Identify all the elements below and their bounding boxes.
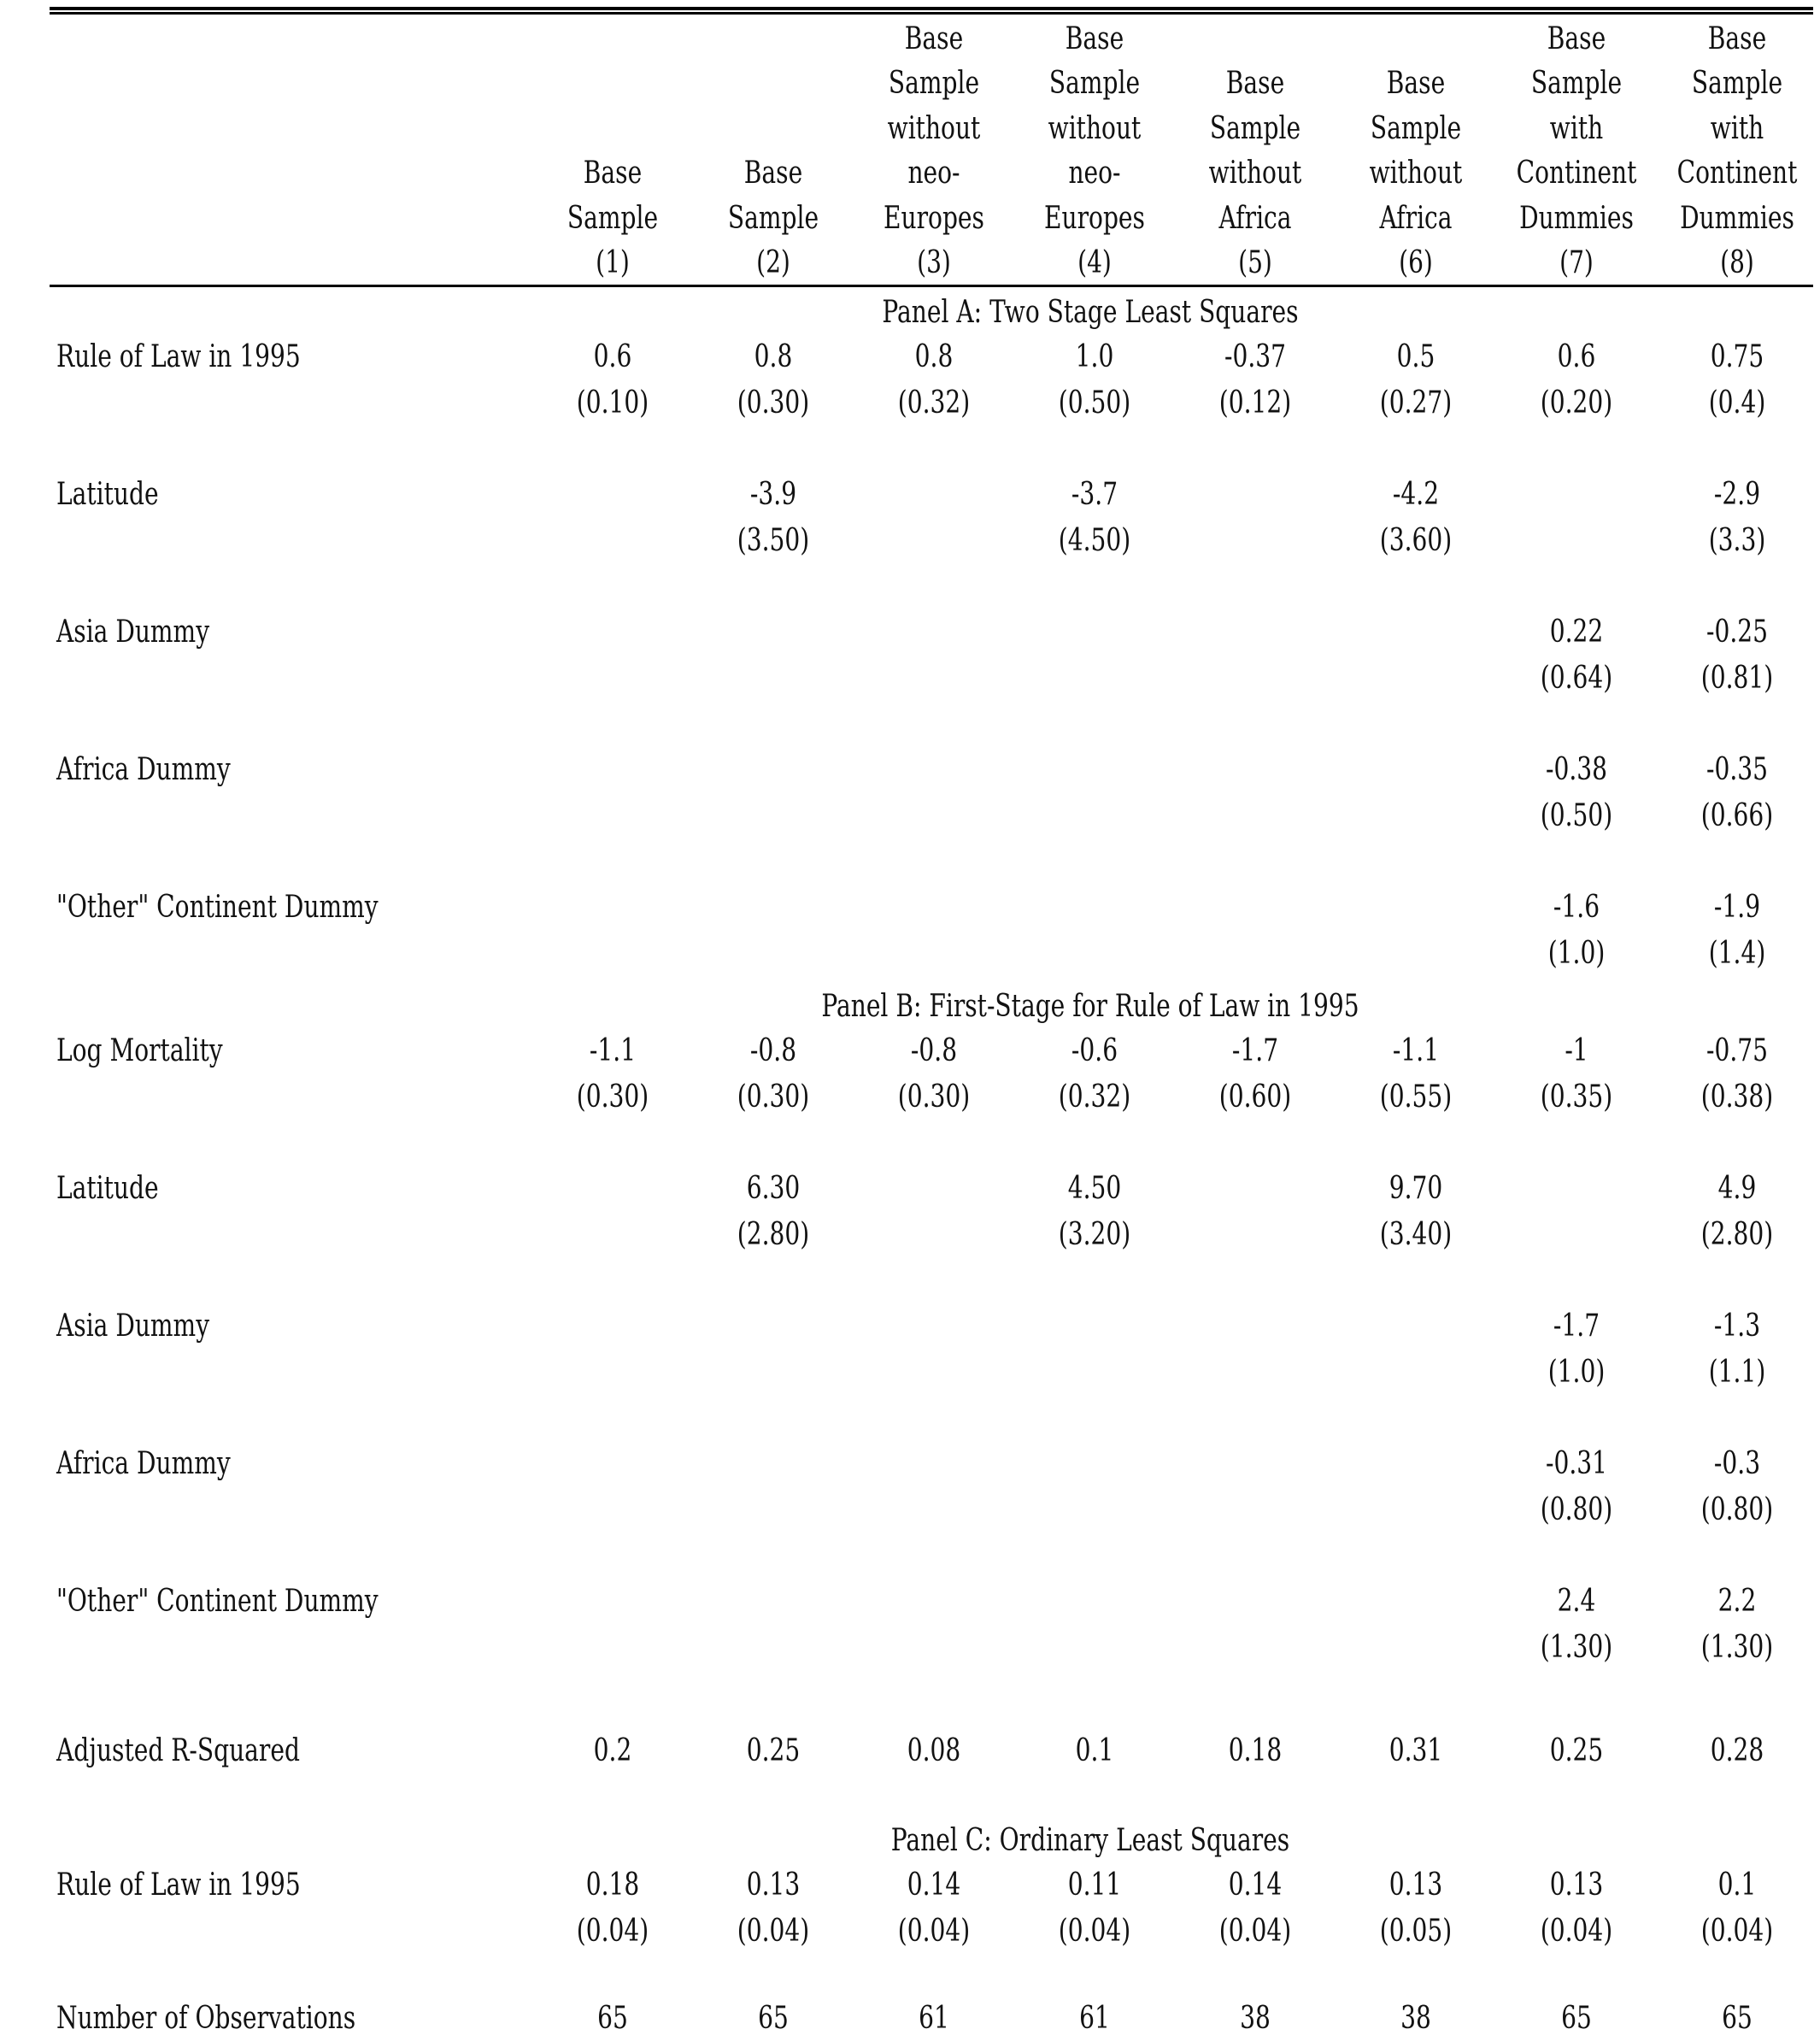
coefficient-cell: -0.35 xyxy=(1706,752,1769,787)
coefficient-cell: 0.28 xyxy=(1710,1733,1764,1768)
coefficient-cell: -0.31 xyxy=(1545,1446,1608,1481)
coefficient-cell: 0.1 xyxy=(1717,1867,1757,1903)
column-number: (2) xyxy=(756,245,790,280)
std-error-cell: (0.30) xyxy=(737,385,810,421)
coefficient-cell: 0.11 xyxy=(1067,1867,1122,1903)
coefficient-cell: -1.1 xyxy=(1392,1033,1440,1068)
std-error-cell: (0.55) xyxy=(1379,1079,1453,1115)
row-label: Log Mortality xyxy=(56,1033,223,1068)
column-header-line: neo- xyxy=(907,156,960,191)
column-header-line: Base xyxy=(904,21,964,56)
column-header-line: Europes xyxy=(884,200,984,236)
std-error-cell: (0.04) xyxy=(1700,1914,1774,1949)
coefficient-cell: -1.7 xyxy=(1553,1309,1600,1344)
coefficient-cell: 0.08 xyxy=(907,1733,961,1768)
coefficient-cell: 0.8 xyxy=(914,339,954,374)
coefficient-cell: -0.8 xyxy=(910,1033,958,1068)
coefficient-cell: -0.3 xyxy=(1713,1446,1761,1481)
coefficient-cell: 61 xyxy=(919,2001,949,2036)
column-header-line: Sample xyxy=(888,66,980,101)
row-label: Adjusted R-Squared xyxy=(56,1733,300,1768)
coefficient-cell: 0.31 xyxy=(1388,1733,1443,1768)
coefficient-cell: 0.25 xyxy=(746,1733,801,1768)
column-header-line: Base xyxy=(1547,21,1606,56)
panel-title: Panel B: First-Stage for Rule of Law in 1995 xyxy=(821,989,1359,1024)
std-error-cell: (0.04) xyxy=(1540,1914,1613,1949)
coefficient-cell: 0.75 xyxy=(1710,339,1764,374)
column-header-line: with xyxy=(1710,110,1764,146)
coefficient-cell: 0.13 xyxy=(1388,1867,1443,1903)
std-error-cell: (0.05) xyxy=(1379,1914,1453,1949)
coefficient-cell: 9.70 xyxy=(1388,1171,1443,1206)
coefficient-cell: -0.25 xyxy=(1706,615,1769,650)
coefficient-cell: 0.22 xyxy=(1549,615,1604,650)
std-error-cell: (0.4) xyxy=(1708,385,1766,421)
coefficient-cell: 0.13 xyxy=(746,1867,801,1903)
std-error-cell: (2.80) xyxy=(737,1217,810,1252)
std-error-cell: (0.04) xyxy=(1058,1914,1131,1949)
column-header-line: Base xyxy=(1707,21,1767,56)
std-error-cell: (0.50) xyxy=(1058,385,1131,421)
coefficient-cell: 1.0 xyxy=(1075,339,1114,374)
panel-title: Panel C: Ordinary Least Squares xyxy=(890,1823,1290,1858)
std-error-cell: (3.3) xyxy=(1708,523,1766,558)
coefficient-cell: 65 xyxy=(758,2001,789,2036)
coefficient-cell: 61 xyxy=(1079,2001,1110,2036)
row-label: "Other" Continent Dummy xyxy=(56,1584,379,1619)
coefficient-cell: -3.7 xyxy=(1071,477,1118,512)
std-error-cell: (0.38) xyxy=(1700,1079,1774,1115)
column-number: (6) xyxy=(1399,245,1433,280)
std-error-cell: (3.20) xyxy=(1058,1217,1131,1252)
coefficient-cell: -1 xyxy=(1565,1033,1588,1068)
row-label: Rule of Law in 1995 xyxy=(56,1867,301,1903)
column-header-line: without xyxy=(887,110,981,146)
row-label: Africa Dummy xyxy=(56,1446,231,1481)
panel-title: Panel A: Two Stage Least Squares xyxy=(882,295,1299,330)
top-double-rule-inner xyxy=(50,12,1813,15)
column-number: (7) xyxy=(1559,245,1594,280)
coefficient-cell: -1.6 xyxy=(1553,890,1600,925)
std-error-cell: (1.30) xyxy=(1700,1630,1774,1665)
row-label: Asia Dummy xyxy=(56,1309,210,1344)
column-header-line: Sample xyxy=(1048,66,1141,101)
column-header-line: Base xyxy=(1386,66,1446,101)
coefficient-cell: -3.9 xyxy=(749,477,797,512)
std-error-cell: (0.80) xyxy=(1540,1492,1613,1527)
std-error-cell: (1.0) xyxy=(1547,936,1606,971)
std-error-cell: (4.50) xyxy=(1058,523,1131,558)
column-header-line: Africa xyxy=(1218,200,1292,236)
coefficient-cell: 0.6 xyxy=(593,339,632,374)
column-number: (4) xyxy=(1077,245,1112,280)
std-error-cell: (3.40) xyxy=(1379,1217,1453,1252)
coefficient-cell: 6.30 xyxy=(746,1171,801,1206)
column-header-line: Dummies xyxy=(1680,200,1794,236)
coefficient-cell: -1.9 xyxy=(1713,890,1761,925)
std-error-cell: (1.1) xyxy=(1708,1355,1766,1390)
coefficient-cell: 0.8 xyxy=(754,339,793,374)
coefficient-cell: 0.5 xyxy=(1396,339,1435,374)
coefficient-cell: 0.14 xyxy=(1228,1867,1283,1903)
std-error-cell: (0.80) xyxy=(1700,1492,1774,1527)
std-error-cell: (3.50) xyxy=(737,523,810,558)
coefficient-cell: -1.7 xyxy=(1231,1033,1279,1068)
column-header-line: Base xyxy=(743,156,803,191)
column-header-line: Sample xyxy=(1691,66,1783,101)
coefficient-cell: 38 xyxy=(1400,2001,1431,2036)
coefficient-cell: 65 xyxy=(1561,2001,1592,2036)
std-error-cell: (1.30) xyxy=(1540,1630,1613,1665)
std-error-cell: (0.04) xyxy=(1218,1914,1292,1949)
row-label: "Other" Continent Dummy xyxy=(56,890,379,925)
coefficient-cell: 0.6 xyxy=(1557,339,1596,374)
coefficient-cell: 38 xyxy=(1240,2001,1271,2036)
std-error-cell: (0.10) xyxy=(576,385,649,421)
std-error-cell: (0.30) xyxy=(737,1079,810,1115)
coefficient-cell: -1.1 xyxy=(589,1033,637,1068)
std-error-cell: (0.35) xyxy=(1540,1079,1613,1115)
row-label: Asia Dummy xyxy=(56,615,210,650)
coefficient-cell: 4.50 xyxy=(1067,1171,1122,1206)
row-label: Africa Dummy xyxy=(56,752,231,787)
coefficient-cell: -4.2 xyxy=(1392,477,1440,512)
column-header-line: with xyxy=(1549,110,1604,146)
std-error-cell: (1.4) xyxy=(1708,936,1766,971)
std-error-cell: (0.30) xyxy=(897,1079,971,1115)
std-error-cell: (0.27) xyxy=(1379,385,1453,421)
row-label: Number of Observations xyxy=(56,2001,356,2036)
column-number: (5) xyxy=(1238,245,1272,280)
row-label: Latitude xyxy=(56,477,159,512)
column-header-line: Base xyxy=(1225,66,1285,101)
row-label: Rule of Law in 1995 xyxy=(56,339,301,374)
coefficient-cell: 0.13 xyxy=(1549,1867,1604,1903)
column-header-line: Sample xyxy=(567,200,659,236)
coefficient-cell: 0.18 xyxy=(585,1867,640,1903)
std-error-cell: (3.60) xyxy=(1379,523,1453,558)
std-error-cell: (0.04) xyxy=(576,1914,649,1949)
column-number: (3) xyxy=(917,245,951,280)
coefficient-cell: -1.3 xyxy=(1713,1309,1761,1344)
coefficient-cell: 4.9 xyxy=(1717,1171,1757,1206)
std-error-cell: (0.64) xyxy=(1540,661,1613,696)
coefficient-cell: 65 xyxy=(1722,2001,1752,2036)
std-error-cell: (1.0) xyxy=(1547,1355,1606,1390)
column-header-line: Continent xyxy=(1516,156,1637,191)
std-error-cell: (0.32) xyxy=(897,385,971,421)
coefficient-cell: 65 xyxy=(597,2001,628,2036)
coefficient-cell: 2.4 xyxy=(1557,1584,1596,1619)
coefficient-cell: -2.9 xyxy=(1713,477,1761,512)
std-error-cell: (0.20) xyxy=(1540,385,1613,421)
coefficient-cell: -0.37 xyxy=(1224,339,1287,374)
column-header-line: Sample xyxy=(1530,66,1623,101)
column-header-line: Base xyxy=(583,156,643,191)
std-error-cell: (0.60) xyxy=(1218,1079,1292,1115)
std-error-cell: (0.12) xyxy=(1218,385,1292,421)
coefficient-cell: 0.18 xyxy=(1228,1733,1283,1768)
coefficient-cell: 0.1 xyxy=(1075,1733,1114,1768)
column-header-line: Dummies xyxy=(1519,200,1634,236)
column-header-line: neo- xyxy=(1068,156,1121,191)
row-label: Latitude xyxy=(56,1171,159,1206)
coefficient-cell: 0.2 xyxy=(593,1733,632,1768)
coefficient-cell: 2.2 xyxy=(1717,1584,1757,1619)
column-number: (1) xyxy=(596,245,630,280)
top-double-rule xyxy=(50,7,1813,10)
coefficient-cell: -0.6 xyxy=(1071,1033,1118,1068)
coefficient-cell: 0.25 xyxy=(1549,1733,1604,1768)
column-header-line: Base xyxy=(1065,21,1124,56)
column-header-line: Continent xyxy=(1676,156,1798,191)
std-error-cell: (0.32) xyxy=(1058,1079,1131,1115)
column-header-line: Sample xyxy=(1209,110,1301,146)
coefficient-cell: 0.14 xyxy=(907,1867,961,1903)
column-header-line: without xyxy=(1048,110,1142,146)
std-error-cell: (2.80) xyxy=(1700,1217,1774,1252)
std-error-cell: (0.66) xyxy=(1700,798,1774,833)
column-header-line: without xyxy=(1369,156,1463,191)
std-error-cell: (0.04) xyxy=(897,1914,971,1949)
coefficient-cell: -0.38 xyxy=(1545,752,1608,787)
column-header-line: without xyxy=(1208,156,1302,191)
column-number: (8) xyxy=(1720,245,1754,280)
column-header-line: Sample xyxy=(1370,110,1462,146)
std-error-cell: (0.50) xyxy=(1540,798,1613,833)
column-header-line: Sample xyxy=(727,200,819,236)
coefficient-cell: -0.75 xyxy=(1706,1033,1769,1068)
column-header-line: Africa xyxy=(1379,200,1453,236)
std-error-cell: (0.81) xyxy=(1700,661,1774,696)
coefficient-cell: -0.8 xyxy=(749,1033,797,1068)
std-error-cell: (0.04) xyxy=(737,1914,810,1949)
std-error-cell: (0.30) xyxy=(576,1079,649,1115)
column-header-line: Europes xyxy=(1044,200,1145,236)
